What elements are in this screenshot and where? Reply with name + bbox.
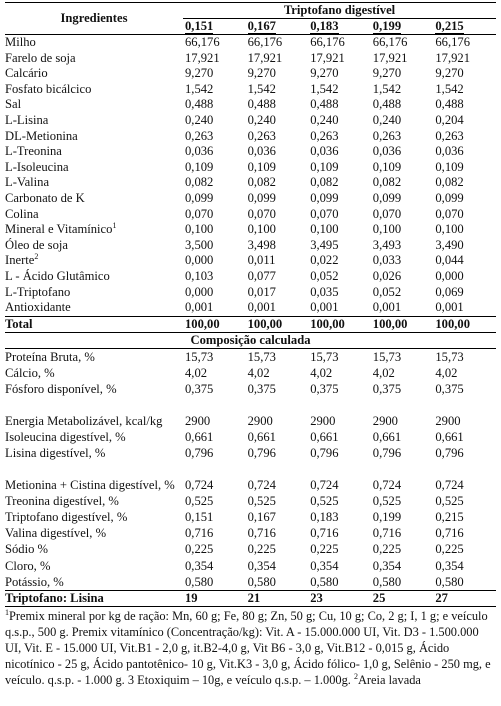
ratio-row	[5, 590, 496, 606]
ingredient-value: 17,921	[247, 50, 283, 65]
ingredient-value: 1,542	[310, 81, 339, 96]
ingredient-row	[5, 191, 496, 207]
ingredient-name	[5, 113, 183, 129]
ingredient-value: 9,270	[435, 66, 464, 81]
composition-value: 4,02	[185, 365, 208, 380]
footnote-inert-text: Areia lavada	[357, 672, 421, 687]
composition-name: Lisina digestível, %	[5, 446, 106, 461]
ingredient-value: 1,542	[372, 81, 402, 96]
ingredient-value: 0,082	[435, 175, 464, 190]
ingredient-value: 17,921	[310, 50, 345, 65]
composition-value: 15,73	[185, 349, 214, 364]
ingredient-name-text: Milho	[5, 35, 36, 49]
composition-value: 0,375	[372, 381, 402, 396]
composition-value: 0,724	[185, 478, 214, 493]
ingredient-value: 0,000	[435, 268, 464, 283]
composition-value: 0,716	[372, 526, 402, 541]
composition-name: Isoleucina digestível, %	[5, 429, 126, 444]
ingredient-row	[5, 175, 496, 191]
composition-row	[5, 381, 496, 397]
composition-value: 0,796	[310, 446, 339, 461]
ingredient-value: 66,176	[372, 35, 408, 49]
composition-value: 0,354	[247, 558, 276, 573]
composition-value: 0,724	[247, 478, 276, 493]
ingredient-value: 66,176	[185, 35, 220, 49]
composition-value: 0,199	[372, 510, 402, 525]
ratio-value: 25	[371, 590, 434, 606]
composition-row	[5, 574, 496, 591]
composition-value: 4,02	[310, 365, 333, 380]
total-value: 100,00	[183, 316, 246, 332]
composition-value: 0,716	[435, 526, 464, 541]
ingredients-body	[5, 35, 496, 317]
ingredient-value: 0,001	[310, 300, 339, 315]
ingredient-name-text: Inerte	[5, 253, 35, 268]
ingredient-row	[5, 253, 496, 269]
composition-name: Cálcio, %	[5, 365, 55, 380]
composition-value: 0,151	[185, 510, 214, 525]
ingredient-value: 9,270	[310, 66, 339, 81]
ingredient-name	[5, 129, 183, 145]
level-header: 0,183	[308, 19, 371, 35]
ingredient-row	[5, 51, 496, 67]
ratio-value: 21	[246, 590, 309, 606]
footnote-marker: 2	[353, 671, 358, 681]
total-value: 100,00	[371, 316, 434, 332]
composition-row	[5, 348, 496, 365]
ingredient-value: 0,263	[435, 128, 464, 143]
total-label: Total	[5, 316, 183, 332]
ingredient-value: 66,176	[247, 35, 283, 49]
composition-value: 0,661	[185, 429, 214, 444]
ingredient-value: 3,500	[185, 237, 214, 252]
ingredient-value: 0,036	[372, 144, 402, 159]
table-footnote	[5, 607, 496, 688]
footnote-marker: 1	[5, 607, 9, 617]
composition-value: 0,580	[435, 574, 464, 589]
composition-value: 0,661	[435, 429, 464, 444]
ingredient-value: 0,240	[372, 112, 402, 127]
footnote-premix-text: Premix mineral por kg de ração: Mn, 60 g; Fe, 80 g; Zn, 50 g; Cu, 10 g; Co, 2 g; I, 1 g; e veículo q.s.p., 500 g. Premix vitamínico (Concentração/kg): Vit. A - 15.000.000 UI, Vit. D3 - 1.500.000 UI, Vit. E - 15.000 UI, Vit.B1 - 2,0 g, it.B2-4,0 g, Vit B6 - 3,0 g, Vit.B12 - 0,015 g, Ácido nicotínico - 25 g, Ácido pantotênico- 10 g, Vit.K3 - 3,0 g, Ácido fólico- 1,0 g, Selênio - 250 mg, e veículo. q.s.p. - 1.000 g. 3 Etoxiquim – 10g, e veículo q.s.p. – 1.000g.	[5, 608, 491, 687]
composition-row	[5, 493, 496, 509]
ingredient-value: 0,240	[185, 112, 214, 127]
composition-value: 0,225	[435, 542, 464, 557]
ingredient-value: 0,044	[435, 253, 464, 268]
ingredient-name	[5, 97, 183, 113]
ingredient-value: 0,069	[435, 284, 464, 299]
composition-value: 0,525	[310, 494, 339, 509]
ingredient-name	[5, 160, 183, 176]
ingredient-name-text: Carbonato de K	[5, 190, 85, 205]
composition-value: 4,02	[435, 365, 458, 380]
composition-value: 0,580	[185, 574, 214, 589]
ingredient-value: 0,488	[310, 97, 339, 112]
ingredient-value: 0,017	[247, 284, 276, 299]
ingredient-value: 0,109	[247, 159, 276, 174]
composition-row	[5, 509, 496, 525]
ingredient-value: 0,109	[372, 159, 402, 174]
composition-name: Treonina digestível, %	[5, 494, 119, 509]
ingredient-value: 0,082	[185, 175, 214, 190]
ingredient-value: 9,270	[372, 66, 402, 81]
ingredient-value: 0,001	[435, 300, 464, 315]
ingredient-value: 0,026	[372, 268, 402, 283]
ingredient-name-text: Antioxidante	[5, 300, 71, 315]
ingredient-value: 0,033	[372, 253, 402, 268]
ingredient-name	[5, 144, 183, 160]
ratio-value: 23	[308, 590, 371, 606]
level-header: 0,151	[183, 19, 246, 35]
ingredient-row	[5, 300, 496, 316]
footnote-marker: 2	[34, 252, 39, 262]
composition-section-title: Composição calculada	[5, 332, 496, 348]
ingredient-row	[5, 238, 496, 254]
ingredient-value: 0,000	[185, 253, 214, 268]
composition-section-row	[5, 332, 496, 348]
ingredient-name	[5, 191, 183, 207]
composition-name: Proteína Bruta, %	[5, 349, 95, 364]
composition-row	[5, 558, 496, 574]
ingredient-name	[5, 238, 183, 254]
ingredient-row	[5, 66, 496, 82]
composition-name: Potássio, %	[5, 574, 64, 589]
ingredient-value: 0,070	[435, 206, 464, 221]
composition-value: 0,580	[310, 574, 339, 589]
ingredient-value: 3,490	[435, 237, 464, 252]
composition-value: 0,716	[310, 526, 339, 541]
ingredient-value: 0,036	[435, 144, 464, 159]
ingredient-value: 0,077	[247, 268, 276, 283]
ingredient-value: 0,488	[247, 97, 276, 112]
total-value: 100,00	[308, 316, 371, 332]
ingredient-value: 0,204	[435, 112, 464, 127]
composition-value: 0,724	[372, 478, 402, 493]
ingredient-value: 0,263	[247, 128, 276, 143]
ingredient-value: 0,488	[372, 97, 402, 112]
ingredient-value: 0,263	[372, 128, 402, 143]
composition-value: 2900	[247, 413, 273, 428]
tryptophan-group-header: Triptofano digestível	[183, 3, 496, 19]
ingredient-name-text: Fosfato bicálcico	[5, 81, 92, 96]
ingredient-name-text: Calcário	[5, 66, 48, 81]
ingredient-row	[5, 35, 496, 51]
ingredient-value: 66,176	[310, 35, 345, 49]
composition-value: 0,796	[185, 446, 214, 461]
ingredient-row	[5, 285, 496, 301]
ingredient-name	[5, 207, 183, 223]
ratio-value: 19	[183, 590, 246, 606]
ingredient-name-text: Óleo de soja	[5, 237, 68, 252]
ingredient-value: 0,488	[185, 97, 214, 112]
ingredient-value: 0,099	[435, 190, 464, 205]
ingredient-value: 66,176	[435, 35, 471, 49]
composition-value: 0,580	[247, 574, 276, 589]
composition-value: 4,02	[372, 365, 395, 380]
ingredient-value: 17,921	[185, 50, 220, 65]
composition-value: 15,73	[247, 349, 276, 364]
total-row	[5, 316, 496, 332]
ingredient-row	[5, 144, 496, 160]
ingredient-value: 0,000	[185, 284, 214, 299]
composition-value: 0,183	[310, 510, 339, 525]
composition-value: 0,525	[435, 494, 464, 509]
ingredient-row	[5, 269, 496, 285]
ingredient-value: 0,100	[310, 222, 339, 237]
footnote-marker: 1	[112, 220, 117, 230]
composition-value: 0,375	[435, 381, 464, 396]
ingredient-value: 0,001	[185, 300, 214, 315]
ingredients-header: Ingredientes	[5, 3, 183, 35]
ingredient-value: 0,109	[185, 159, 214, 174]
composition-value: 0,525	[247, 494, 276, 509]
composition-value: 0,167	[247, 510, 276, 525]
composition-value: 0,354	[435, 558, 464, 573]
ingredient-value: 9,270	[247, 66, 276, 81]
ingredient-value: 3,495	[310, 237, 339, 252]
ingredient-value: 0,109	[310, 159, 339, 174]
composition-value: 15,73	[310, 349, 339, 364]
composition-value: 2900	[310, 413, 336, 428]
ingredient-name-text: L-Isoleucina	[5, 159, 69, 174]
ingredient-row	[5, 113, 496, 129]
composition-row	[5, 429, 496, 445]
ingredient-value: 0,103	[185, 268, 214, 283]
ingredient-row	[5, 222, 496, 238]
composition-value: 0,716	[185, 526, 214, 541]
ingredient-name-text: L-Lisina	[5, 112, 49, 127]
composition-row	[5, 445, 496, 461]
ingredient-value: 0,263	[310, 128, 339, 143]
composition-value: 0,215	[435, 510, 464, 525]
composition-value: 0,796	[247, 446, 276, 461]
composition-body	[5, 348, 496, 590]
ingredient-value: 0,099	[247, 190, 276, 205]
ingredient-name-text: L-Treonina	[5, 144, 62, 159]
ingredient-name-text: L - Ácido Glutâmico	[5, 268, 110, 283]
ingredient-name-text: Mineral e Vitamínico	[5, 222, 113, 237]
composition-value: 4,02	[247, 365, 270, 380]
composition-name: Fósforo disponível, %	[5, 381, 117, 396]
ingredient-name-text: Colina	[5, 206, 39, 221]
ingredient-row	[5, 160, 496, 176]
diet-composition-table	[5, 2, 496, 607]
ingredient-value: 0,099	[310, 190, 339, 205]
ingredient-value: 0,082	[247, 175, 276, 190]
ingredient-value: 0,240	[310, 112, 339, 127]
composition-value: 0,724	[435, 478, 464, 493]
composition-value: 0,661	[247, 429, 276, 444]
document-page	[5, 2, 496, 688]
ingredient-value: 0,263	[185, 128, 214, 143]
ingredient-value: 3,493	[372, 237, 402, 252]
ingredient-value: 0,070	[185, 206, 214, 221]
composition-name: Energia Metabolizável, kcal/kg	[5, 413, 163, 428]
ingredient-name	[5, 66, 183, 82]
ingredient-value: 0,001	[372, 300, 402, 315]
ingredient-name-text: Sal	[5, 97, 22, 112]
ingredient-value: 0,036	[185, 144, 214, 159]
total-value: 100,00	[433, 316, 496, 332]
ingredient-name-text: Farelo de soja	[5, 50, 76, 65]
composition-name: Triptofano digestível, %	[5, 510, 128, 525]
ingredient-value: 9,270	[185, 66, 214, 81]
ingredient-value: 3,498	[247, 237, 276, 252]
ratio-value: 27	[433, 590, 496, 606]
composition-value: 0,661	[372, 429, 402, 444]
composition-value: 0,661	[310, 429, 339, 444]
ingredient-value: 0,011	[247, 253, 276, 268]
ingredient-row	[5, 129, 496, 145]
composition-name: Cloro, %	[5, 558, 51, 573]
ingredient-row	[5, 82, 496, 98]
composition-value: 0,225	[247, 542, 276, 557]
ingredient-name	[5, 51, 183, 67]
composition-name: Sódio %	[5, 542, 49, 557]
ingredient-name-text: L-Triptofano	[5, 284, 71, 299]
composition-value: 0,375	[185, 381, 214, 396]
ingredient-value: 1,542	[185, 81, 214, 96]
ingredient-value: 0,036	[247, 144, 276, 159]
level-header: 0,199	[371, 19, 434, 35]
ingredient-name	[5, 175, 183, 191]
ingredient-name	[5, 269, 183, 285]
ingredient-value: 0,100	[435, 222, 464, 237]
composition-value: 0,796	[372, 446, 402, 461]
composition-value: 0,724	[310, 478, 339, 493]
ingredient-name-text: DL-Metionina	[5, 128, 78, 143]
composition-value: 2900	[435, 413, 461, 428]
ingredient-value: 17,921	[435, 50, 471, 65]
composition-value: 0,354	[310, 558, 339, 573]
ingredient-name	[5, 82, 183, 98]
total-value: 100,00	[246, 316, 309, 332]
ingredient-value: 17,921	[372, 50, 408, 65]
ingredient-row	[5, 97, 496, 113]
composition-value: 0,580	[372, 574, 402, 589]
composition-value: 15,73	[372, 349, 402, 364]
composition-value: 0,225	[372, 542, 402, 557]
composition-value: 0,354	[185, 558, 214, 573]
ingredient-value: 0,099	[372, 190, 402, 205]
composition-value: 0,225	[310, 542, 339, 557]
composition-name: Metionina + Cistina digestível, %	[5, 478, 175, 493]
ingredient-value: 0,082	[310, 175, 339, 190]
composition-value: 0,225	[185, 542, 214, 557]
ingredient-name	[5, 300, 183, 316]
ingredient-value: 0,036	[310, 144, 339, 159]
composition-value: 0,375	[310, 381, 339, 396]
composition-value: 0,796	[435, 446, 464, 461]
composition-row	[5, 541, 496, 557]
composition-row	[5, 525, 496, 541]
composition-value: 2900	[185, 413, 211, 428]
ingredient-value: 0,100	[372, 222, 402, 237]
level-header: 0,215	[433, 19, 496, 35]
ingredient-name	[5, 285, 183, 301]
ingredient-value: 0,001	[247, 300, 276, 315]
ingredient-row	[5, 207, 496, 223]
ingredient-name	[5, 35, 183, 51]
composition-row	[5, 365, 496, 381]
ingredient-value: 0,109	[435, 159, 464, 174]
composition-name: Valina digestível, %	[5, 526, 107, 541]
composition-row	[5, 397, 496, 429]
composition-value: 15,73	[435, 349, 464, 364]
ingredient-value: 0,100	[185, 222, 214, 237]
composition-value: 0,525	[185, 494, 214, 509]
composition-value: 0,525	[372, 494, 402, 509]
ingredient-value: 0,052	[310, 268, 339, 283]
ingredient-value: 0,035	[310, 284, 339, 299]
ingredient-value: 0,052	[372, 284, 402, 299]
ingredient-name-text: L-Valina	[5, 175, 50, 190]
ingredient-value: 0,022	[310, 253, 339, 268]
composition-value: 2900	[372, 413, 398, 428]
ingredient-value: 0,082	[372, 175, 402, 190]
ingredient-value: 0,070	[372, 206, 402, 221]
ingredient-value: 0,100	[247, 222, 276, 237]
ingredient-name	[5, 253, 183, 269]
ratio-label: Triptofano: Lisina	[5, 590, 183, 606]
level-header: 0,167	[246, 19, 309, 35]
ingredient-value: 0,070	[310, 206, 339, 221]
composition-row	[5, 461, 496, 493]
ingredient-value: 0,070	[247, 206, 276, 221]
ingredient-value: 0,099	[185, 190, 214, 205]
ingredient-value: 1,542	[435, 81, 464, 96]
composition-value: 0,354	[372, 558, 402, 573]
ingredient-name	[5, 222, 183, 238]
ingredient-value: 1,542	[247, 81, 276, 96]
composition-value: 0,375	[247, 381, 276, 396]
ingredient-value: 0,240	[247, 112, 276, 127]
ingredient-value: 0,488	[435, 97, 464, 112]
composition-value: 0,716	[247, 526, 276, 541]
